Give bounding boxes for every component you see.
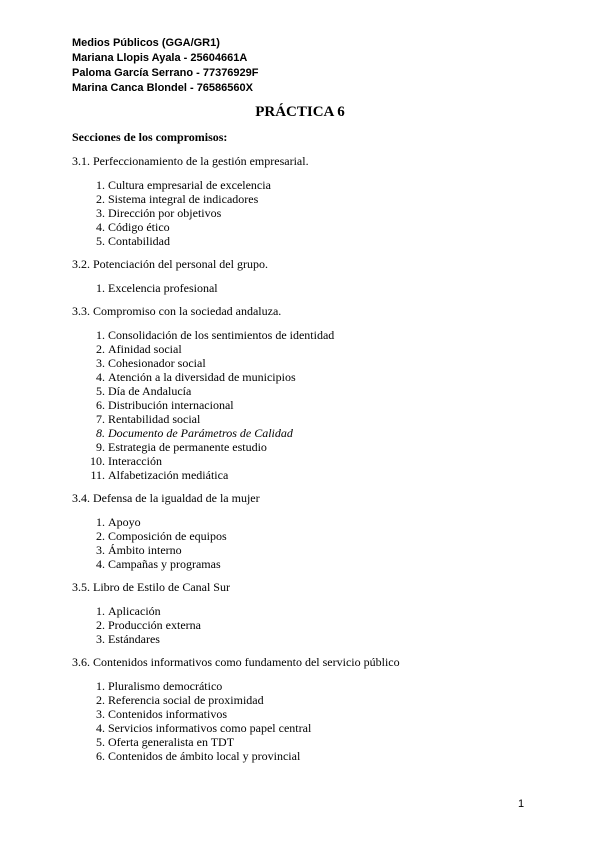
- section: [72, 154, 542, 248]
- list-item: 4. Servicios informativos como papel central: [108, 721, 542, 735]
- author-header: [72, 36, 259, 96]
- numbered-list: [72, 178, 542, 248]
- list-item: 2. Composición de equipos: [108, 529, 542, 543]
- list-item: 3. Estándares: [108, 632, 542, 646]
- section-heading: 3.2. Potenciación del personal del grupo.: [72, 257, 268, 271]
- section-heading: 3.4. Defensa de la igualdad de la mujer: [72, 491, 260, 505]
- sections-container: [72, 154, 542, 772]
- section: [72, 304, 542, 482]
- list-item: 2. Producción externa: [108, 618, 542, 632]
- list-item: 9. Estrategia de permanente estudio: [108, 440, 542, 454]
- page-subtitle: Secciones de los compromisos:: [72, 130, 228, 144]
- list-item: 1. Apoyo: [108, 515, 542, 529]
- numbered-list: [72, 604, 542, 646]
- list-item: 10. Interacción: [108, 454, 542, 468]
- header-line-author: Mariana Llopis Ayala - 25604661A: [72, 52, 248, 64]
- list-item: 2. Referencia social de proximidad: [108, 693, 542, 707]
- header-line-author: Marina Canca Blondel - 76586560X: [72, 82, 253, 94]
- section-heading: 3.1. Perfeccionamiento de la gestión empresarial.: [72, 154, 309, 168]
- list-item: 3. Ámbito interno: [108, 543, 542, 557]
- list-item: 1. Excelencia profesional: [108, 281, 542, 295]
- list-item: 6. Distribución internacional: [108, 398, 542, 412]
- list-item: 11. Alfabetización mediática: [108, 468, 542, 482]
- numbered-list: [72, 328, 542, 482]
- list-item: 1. Cultura empresarial de excelencia: [108, 178, 542, 192]
- list-item: 2. Afinidad social: [108, 342, 542, 356]
- list-item: 7. Rentabilidad social: [108, 412, 542, 426]
- page-title: PRÁCTICA 6: [255, 104, 345, 120]
- list-item: 5. Día de Andalucía: [108, 384, 542, 398]
- list-item: 1. Pluralismo democrático: [108, 679, 542, 693]
- list-item: 5. Oferta generalista en TDT: [108, 735, 542, 749]
- section-heading: 3.6. Contenidos informativos como fundamento del servicio público: [72, 655, 400, 669]
- numbered-list: [72, 281, 542, 295]
- section: [72, 580, 542, 646]
- section-heading: 3.3. Compromiso con la sociedad andaluza.: [72, 304, 282, 318]
- section: [72, 491, 542, 571]
- header-line-author: Paloma García Serrano - 77376929F: [72, 67, 259, 79]
- section-heading: 3.5. Libro de Estilo de Canal Sur: [72, 580, 230, 594]
- list-item: 1. Aplicación: [108, 604, 542, 618]
- list-item: 4. Campañas y programas: [108, 557, 542, 571]
- numbered-list: [72, 515, 542, 571]
- list-item: 4. Atención a la diversidad de municipios: [108, 370, 542, 384]
- list-item: 5. Contabilidad: [108, 234, 542, 248]
- list-item: 6. Contenidos de ámbito local y provincial: [108, 749, 542, 763]
- list-item: 1. Consolidación de los sentimientos de identidad: [108, 328, 542, 342]
- list-item: 3. Contenidos informativos: [108, 707, 542, 721]
- list-item: 4. Código ético: [108, 220, 542, 234]
- page-number: 1: [518, 798, 525, 810]
- section: [72, 257, 542, 295]
- list-item: 3. Cohesionador social: [108, 356, 542, 370]
- header-line-course: Medios Públicos (GGA/GR1): [72, 37, 220, 49]
- list-item: 3. Dirección por objetivos: [108, 206, 542, 220]
- list-item: 2. Sistema integral de indicadores: [108, 192, 542, 206]
- section: [72, 655, 542, 763]
- list-item: 8. Documento de Parámetros de Calidad: [108, 426, 542, 440]
- numbered-list: [72, 679, 542, 763]
